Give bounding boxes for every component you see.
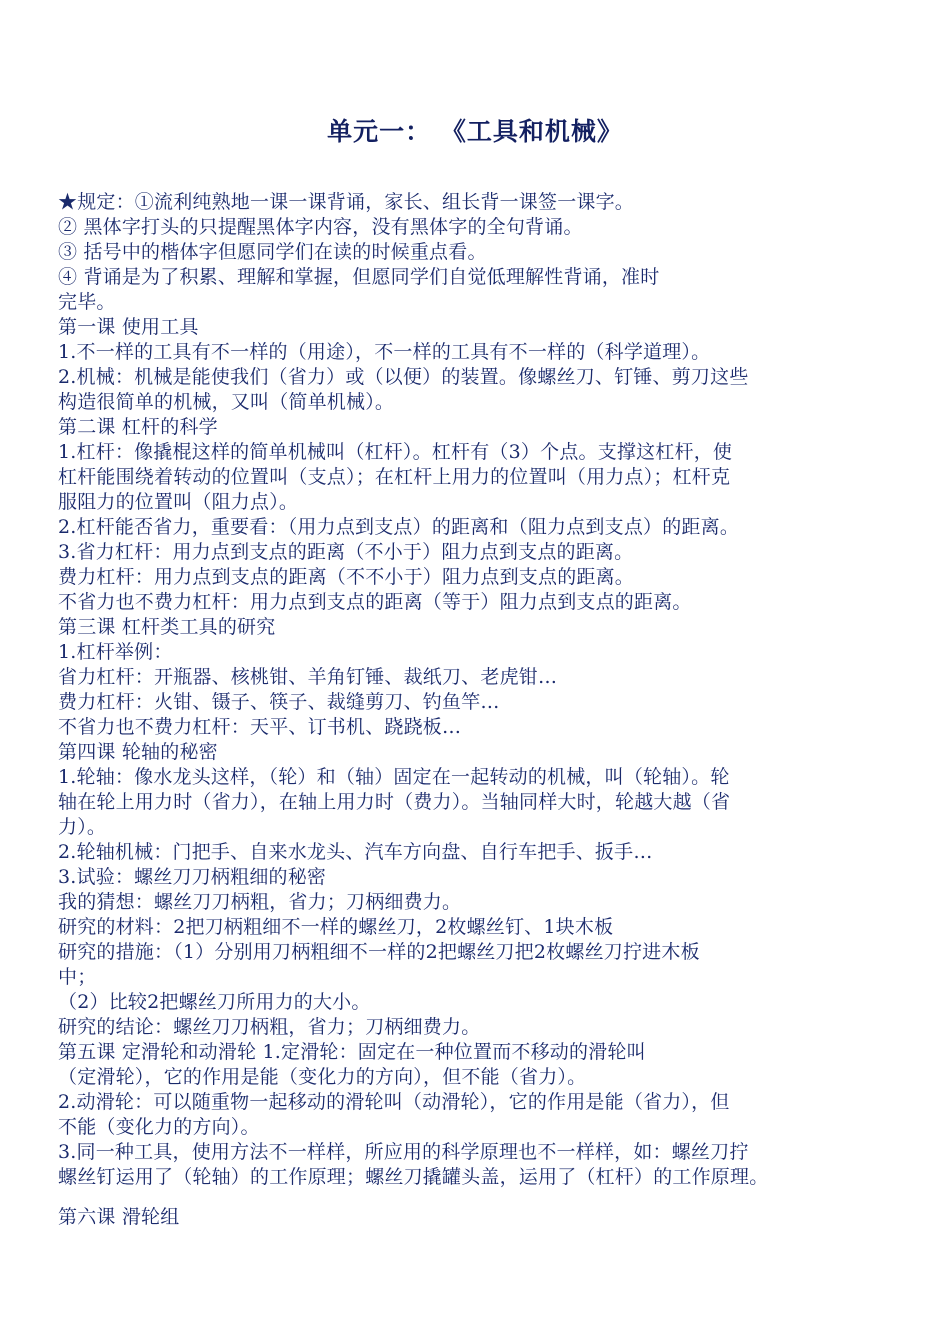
text-line: （2）比较2把螺丝刀所用力的大小。 — [58, 991, 371, 1013]
text-line: 第六课 滑轮组 — [58, 1206, 180, 1228]
text-line: 1.轮轴：像水龙头这样，（轮）和（轴）固定在一起转动的机械，叫（轮轴）。轮 — [58, 766, 730, 788]
text-line: 2.杠杆能否省力，重要看：（用力点到支点）的距离和（阻力点到支点）的距离。 — [58, 516, 740, 538]
text-line: 服阻力的位置叫（阻力点）。 — [58, 491, 299, 513]
text-line: 第一课 使用工具 — [58, 316, 199, 338]
text-line: 第二课 杠杆的科学 — [58, 416, 218, 438]
text-line: （定滑轮），它的作用是能（变化力的方向），但不能（省力）。 — [58, 1066, 587, 1088]
text-line: 2.轮轴机械：门把手、自来水龙头、汽车方向盘、自行车把手、扳手… — [58, 841, 653, 863]
text-line: 1.杠杆：像撬棍这样的简单机械叫（杠杆）。杠杆有（3）个点。支撑这杠杆，使 — [58, 441, 733, 463]
text-line: 构造很简单的机械，又叫（简单机械）。 — [58, 391, 395, 413]
text-line: 3.省力杠杆：用力点到支点的距离（不小于）阻力点到支点的距离。 — [58, 541, 634, 563]
text-line: 3.试验：螺丝刀刀柄粗细的秘密 — [58, 866, 327, 888]
text-line: 中； — [58, 966, 97, 988]
page-title: 单元一： 《工具和机械》 — [327, 117, 623, 146]
text-line: 2.动滑轮：可以随重物一起移动的滑轮叫（动滑轮），它的作用是能（省力），但 — [58, 1091, 730, 1113]
text-line: 轴在轮上用力时（省力），在轴上用力时（费力）。当轴同样大时，轮越大越（省 — [58, 791, 731, 813]
text-line: 省力杠杆：开瓶器、核桃钳、羊角钉锤、裁纸刀、老虎钳… — [58, 666, 558, 688]
text-line: 不省力也不费力杠杆：天平、订书机、跷跷板… — [58, 716, 462, 738]
text-line: 研究的结论：螺丝刀刀柄粗，省力；刀柄细费力。 — [58, 1016, 481, 1038]
text-line: ② 黑体字打头的只提醒黑体字内容，没有黑体字的全句背诵。 — [58, 216, 583, 238]
text-line: 2.机械：机械是能使我们（省力）或（以便）的装置。像螺丝刀、钉锤、剪刀这些 — [58, 366, 749, 388]
text-line: ④ 背诵是为了积累、理解和掌握，但愿同学们自觉低理解性背诵，准时 — [58, 266, 660, 288]
text-line: 第五课 定滑轮和动滑轮 1.定滑轮：固定在一种位置而不移动的滑轮叫 — [58, 1041, 646, 1063]
text-line: ③ 括号中的楷体字但愿同学们在读的时候重点看。 — [58, 241, 487, 263]
text-line: 1.不一样的工具有不一样的（用途），不一样的工具有不一样的（科学道理）。 — [58, 341, 711, 363]
text-line: 螺丝钉运用了（轮轴）的工作原理；螺丝刀撬罐头盖，运用了（杠杆）的工作原理。 — [58, 1166, 769, 1188]
text-line: 第三课 杠杆类工具的研究 — [58, 616, 276, 638]
text-line: 力）。 — [58, 816, 107, 838]
document-body — [58, 190, 893, 1230]
text-line: 3.同一种工具，使用方法不一样样，所应用的科学原理也不一样样，如：螺丝刀拧 — [58, 1141, 749, 1163]
text-line: 不省力也不费力杠杆：用力点到支点的距离（等于）阻力点到支点的距离。 — [58, 591, 692, 613]
text-line: 不能（变化力的方向）。 — [58, 1116, 260, 1138]
text-line: 研究的措施：（1）分别用刀柄粗细不一样的2把螺丝刀把2枚螺丝刀拧进木板 — [58, 941, 700, 963]
text-line: 费力杠杆：用力点到支点的距离（不不小于）阻力点到支点的距离。 — [58, 566, 635, 588]
text-line: 1.杠杆举例： — [58, 641, 173, 663]
text-line: 费力杠杆：火钳、镊子、筷子、裁缝剪刀、钓鱼竿… — [58, 691, 500, 713]
text-line: ★规定：①流利纯熟地一课一课背诵，家长、组长背一课签一课字。 — [58, 191, 635, 213]
blank-line — [58, 1190, 893, 1205]
text-line: 我的猜想：螺丝刀刀柄粗，省力；刀柄细费力。 — [58, 891, 462, 913]
text-line: 完毕。 — [58, 291, 116, 313]
text-line: 研究的材料：2把刀柄粗细不一样的螺丝刀，2枚螺丝钉、1块木板 — [58, 916, 614, 938]
text-line: 第四课 轮轴的秘密 — [58, 741, 218, 763]
text-line: 杠杆能围绕着转动的位置叫（支点）；在杠杆上用力的位置叫（用力点）；杠杆克 — [58, 466, 731, 488]
